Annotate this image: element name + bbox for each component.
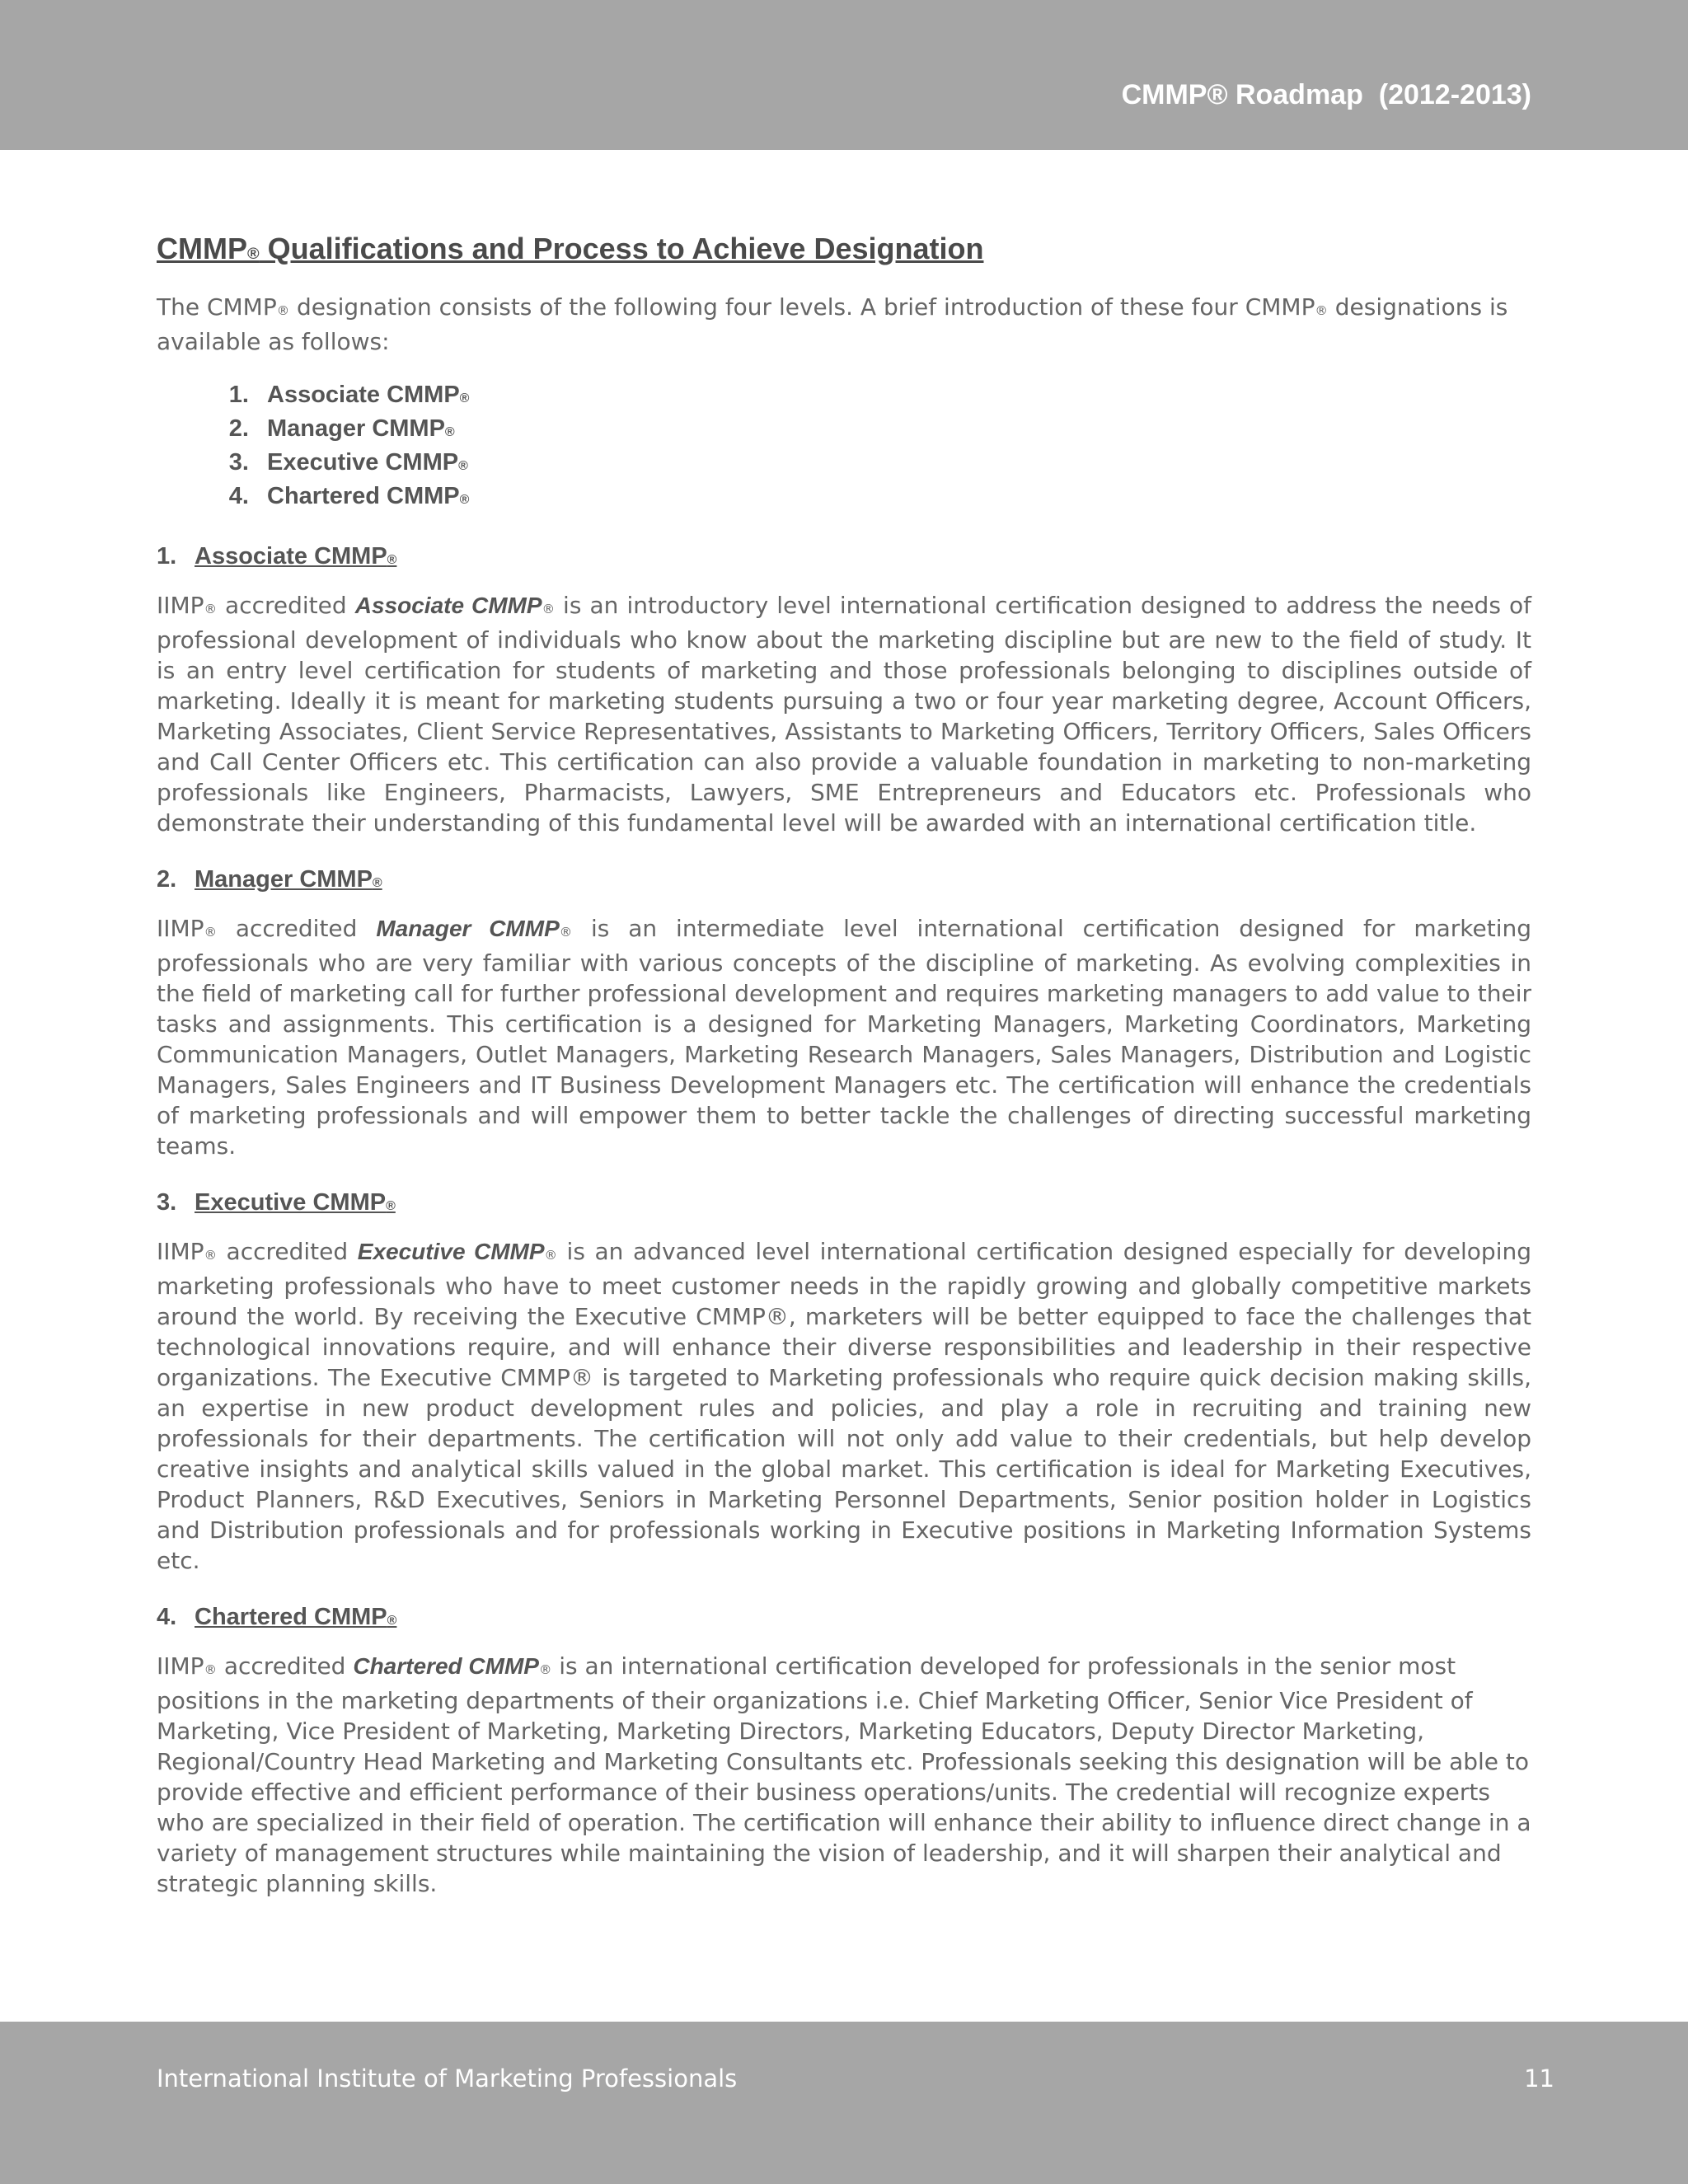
section-manager: [157, 863, 1531, 1161]
page-title-rest: Qualifications and Process to Achieve Designation: [259, 232, 984, 265]
header-title: CMMP® Roadmap (2012-2013): [1121, 79, 1531, 110]
footer-organization: International Institute of Marketing Professionals: [157, 2064, 738, 2093]
page-content: [157, 229, 1531, 1924]
levels-list: [157, 380, 1531, 515]
section-heading: 2. Manager CMMP®: [157, 866, 382, 893]
page-title-cmmp: CMMP: [157, 232, 247, 265]
page-number: 11: [1524, 2064, 1554, 2093]
section-heading: 1. Associate CMMP®: [157, 543, 397, 569]
list-item: 1. Associate CMMP®: [256, 380, 1531, 414]
page-title: [157, 229, 1531, 274]
header-band: [0, 0, 1688, 150]
section-paragraph: IIMP® accredited Associate CMMP® is an introductory level international certification designed to address the needs of professional development of individuals who know about the marketing discipline but are new to the field of study. It is an entry level certification for students of marketing and those professionals belonging to disciplines outside of marketing. Ideally it is meant for marketing students pursuing a two or four year marketing degree, Account Officers, Marketing Associates, Client Service Representatives, Assistants to Marketing Officers, Territory Officers, Sales Officers and Call Center Officers etc. This certification can also provide a valuable foundation in marketing to non-marketing professionals like Engineers, Pharmacists, Lawyers, SME Entrepreneurs and Educators etc. Professionals who demonstrate their understanding of this fundamental level will be awarded with an international certification title.: [157, 592, 1531, 837]
registered-mark: ®: [247, 245, 260, 263]
section-associate: [157, 540, 1531, 838]
intro-paragraph: The CMMP® designation consists of the following four levels. A brief introduction of these four CMMP® designations is available as follows:: [157, 293, 1508, 355]
list-item: 4. Chartered CMMP®: [256, 481, 1531, 515]
section-heading: 4. Chartered CMMP®: [157, 1604, 397, 1630]
section-paragraph: IIMP® accredited Executive CMMP® is an advanced level international certification designed especially for developing marketing professionals who have to meet customer needs in the rapidly growing and globally competitive markets around the world. By receiving the Executive CMMP®, marketers will be better equipped to face the challenges that technological innovations require, and will enhance their diverse responsibilities and leadership in their respective organizations. The Executive CMMP® is targeted to Marketing professionals who require quick decision making skills, an expertise in new product development rules and policies, and play a role in recruiting and training new professionals for their departments. The certification will not only add value to their credentials, but help develop creative insights and analytical skills valued in the global market. This certification is ideal for Marketing Executives, Product Planners, R&D Executives, Seniors in Marketing Personnel Departments, Senior position holder in Logistics and Distribution professionals and for professionals working in Executive positions in Marketing Information Systems etc.: [157, 1238, 1531, 1574]
list-item: 2. Manager CMMP®: [256, 414, 1531, 448]
section-paragraph: IIMP® accredited Chartered CMMP® is an international certification developed for professionals in the senior most positions in the marketing departments of their organizations i.e. Chief Marketing Officer, Senior Vice President of Marketing, Vice President of Marketing, Marketing Directors, Marketing Educators, Deputy Director Marketing, Regional/Country Head Marketing and Marketing Consultants etc. Professionals seeking this designation will be able to provide effective and efficient performance of their business operations/units. The credential will recognize experts who are specialized in their field of operation. The certification will enhance their ability to influence direct change in a variety of management structures while maintaining the vision of leadership, and it will sharpen their analytical and strategic planning skills.: [157, 1652, 1531, 1897]
footer-band: [0, 2022, 1688, 2184]
section-chartered: [157, 1601, 1531, 1899]
section-heading: 3. Executive CMMP®: [157, 1189, 396, 1216]
section-executive: [157, 1186, 1531, 1576]
list-item: 3. Executive CMMP®: [256, 448, 1531, 481]
section-paragraph: IIMP® accredited Manager CMMP® is an intermediate level international certification designed for marketing professionals who are very familiar with various concepts of the discipline of marketing. As evolving complexities in the field of marketing call for further professional development and requires marketing managers to add value to their tasks and assignments. This certification is a designed for Marketing Managers, Marketing Coordinators, Marketing Communication Managers, Outlet Managers, Marketing Research Managers, Sales Managers, Distribution and Logistic Managers, Sales Engineers and IT Business Development Managers etc. The certification will enhance the credentials of marketing professionals and will empower them to better tackle the challenges of directing successful marketing teams.: [157, 915, 1532, 1160]
